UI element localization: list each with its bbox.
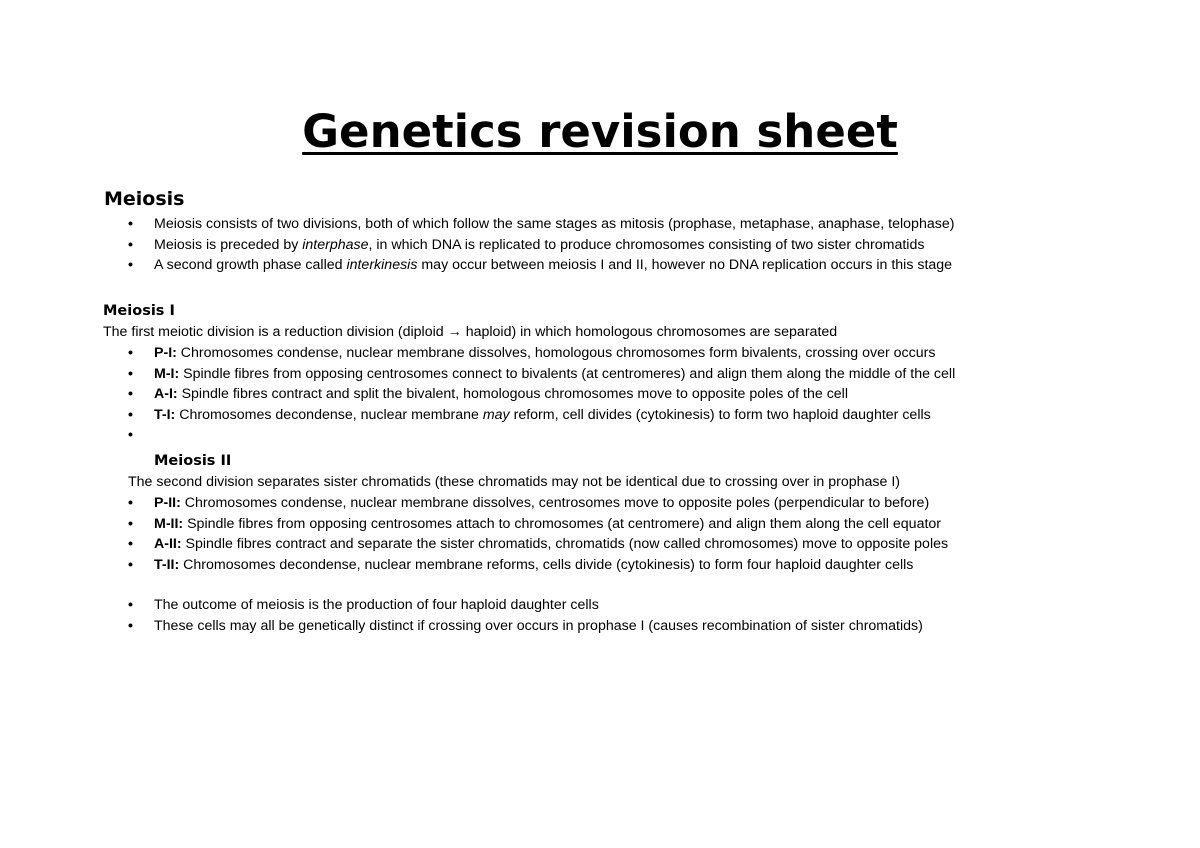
page-title: Genetics revision sheet [302,105,898,158]
list-item [154,555,948,576]
meiosis-ii-stage-list [154,493,948,575]
list-item [154,255,954,276]
heading-meiosis-i: Meiosis I [103,303,175,319]
bullet-text: may occur between meiosis I and II, however no DNA replication occurs in this stage [417,257,953,273]
emphasis-text: interkinesis [346,257,418,273]
stage-label: P-I: [154,345,177,361]
bullet-text: Meiosis is preceded by [154,236,303,253]
list-item [154,214,954,235]
list-item [154,595,923,616]
stage-text: Chromosomes condense, nuclear membrane dissolves, centrosomes move to opposite poles (perpendicular to before) [180,495,930,511]
stage-text: Chromosomes decondense, nuclear membrane reforms, cells divide (cytokinesis) to form four haploid daughter cells [179,556,914,573]
heading-meiosis-ii: Meiosis II [154,453,232,469]
bullet-text: A second growth phase called [154,257,347,273]
list-item [154,343,955,364]
meiosis-i-intro: The first meiotic division is a reduction division (diploid → haploid) in which homologous chromosomes are separated [103,324,838,340]
meiosis-bullet-list [154,214,954,276]
stage-text: Spindle fibres from opposing centrosomes attach to chromosomes (at centromere) and align them along the cell equator [183,515,942,532]
list-item-empty [154,425,955,446]
meiosis-i-stage-list [154,343,955,446]
list-item [154,616,923,637]
stage-text: Spindle fibres contract and separate the sister chromatids, chromatids (now called chromosomes) move to opposite poles [181,536,949,552]
list-item [154,405,955,426]
list-item [154,364,955,385]
outcome-text: These cells may all be genetically distinct if crossing over occurs in prophase I (causes recombination of sister chromatids) [154,617,923,634]
stage-text: Spindle fibres from opposing centrosomes connect to bivalents (at centromeres) and align them along the middle of the cell [179,365,956,382]
stage-text: Spindle fibres contract and split the bivalent, homologous chromosomes move to opposite poles of the cell [177,386,848,402]
bullet-text: , in which DNA is replicated to produce chromosomes consisting of two sister chromatids [368,236,925,253]
stage-label: M-II: [154,515,184,532]
list-item [154,384,955,405]
list-item [154,235,954,256]
stage-label: T-I: [154,406,176,423]
heading-meiosis: Meiosis [104,188,185,210]
stage-label: P-II: [154,495,181,511]
stage-label: A-II: [154,536,182,552]
meiosis-ii-intro: The second division separates sister chromatids (these chromatids may not be identical due to crossing over in prophase I) [128,474,901,490]
list-item [154,534,948,555]
stage-label: T-II: [154,556,180,573]
outcome-text: The outcome of meiosis is the production of four haploid daughter cells [154,597,599,613]
stage-label: M-I: [154,365,180,382]
bullet-text: Meiosis consists of two divisions, both of which follow the same stages as mitosis (prophase, metaphase, anaphase, telophase) [154,216,955,232]
outcome-list [154,595,923,636]
list-item [154,493,948,514]
stage-label: A-I: [154,386,178,402]
emphasis-text: may [482,406,510,423]
stage-text: Chromosomes decondense, nuclear membrane [175,406,483,423]
stage-text: reform, cell divides (cytokinesis) to form two haploid daughter cells [509,406,931,423]
emphasis-text: interphase [302,236,369,253]
stage-text: Chromosomes condense, nuclear membrane dissolves, homologous chromosomes form bivalents, crossing over occurs [176,345,936,361]
list-item [154,514,948,535]
